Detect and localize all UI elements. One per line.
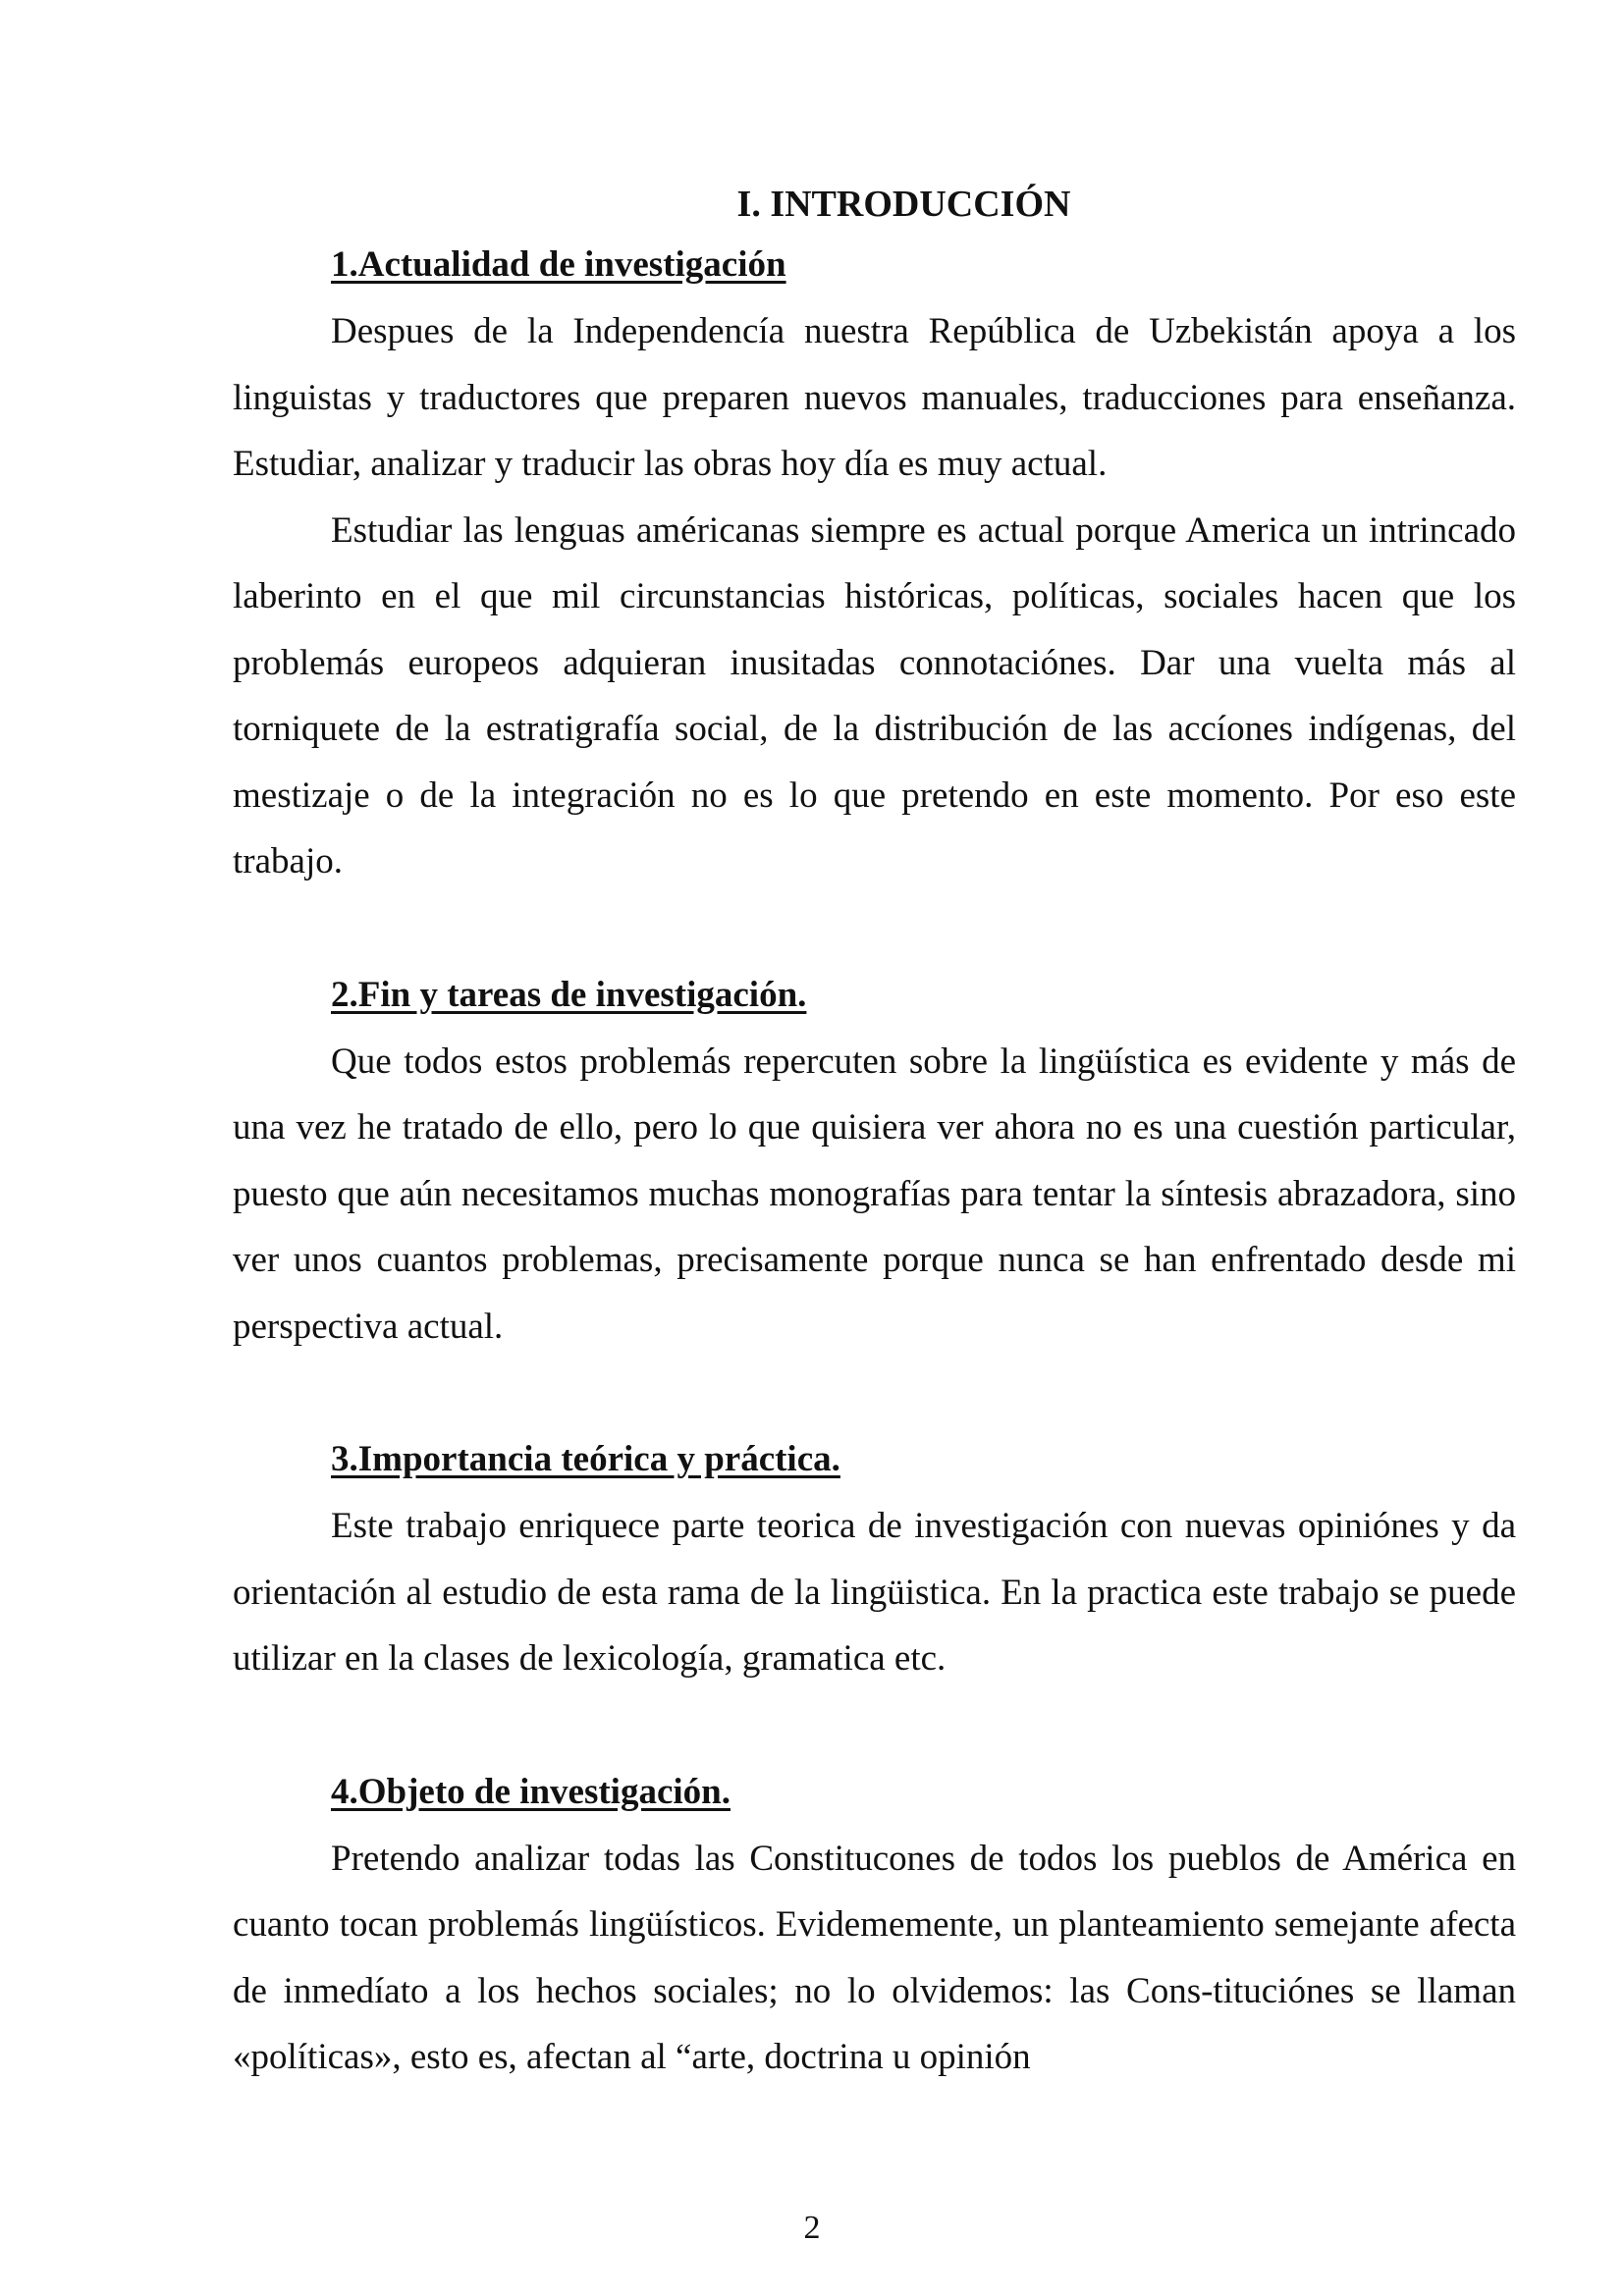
section-heading xyxy=(233,1426,1516,1493)
page-number: 2 xyxy=(803,2210,821,2246)
section-importancia xyxy=(233,1426,1516,1692)
section-heading-text: 4.Objeto de investigación. xyxy=(331,1771,731,1812)
page-title: I. INTRODUCCIÓN xyxy=(736,184,1071,225)
section-spacer xyxy=(233,895,1516,962)
paragraph: Que todos estos problemás repercuten sobre la lingüística es evidente y más de una vez he tratado de ello, pero lo que quisiera ver ahora no es una cuestión particular, puesto que aún necesitamos muchas monografías para tentar la síntesis abrazadora, sino ver unos cuantos problemas, precisamente porque nunca se han enfrentado desde mi perspectiva actual. xyxy=(233,1041,1516,1347)
section-heading xyxy=(233,1759,1516,1826)
section-objeto xyxy=(233,1759,1516,2091)
section-actualidad xyxy=(233,232,1516,895)
section-heading-text: 1.Actualidad de investigación xyxy=(331,244,786,285)
paragraph: Pretendo analizar todas las Constitucones de todos los pueblos de América en cuanto tocan problemás lingüísticos. Evidememente, un planteamiento semejante afecta de inmedíato a los hechos sociales; no lo olvidemos: las Cons-tituciónes se llaman «políticas», esto es, afectan al “arte, doctrina u opinión xyxy=(233,1838,1516,2077)
section-spacer xyxy=(233,1360,1516,1426)
paragraph: Este trabajo enriquece parte teorica de investigación con nuevas opiniónes y da orientación al estudio de esta rama de la lingüistica. En la practica este trabajo se puede utilizar en la clases de lexicología, gramatica etc. xyxy=(233,1506,1516,1679)
page-body xyxy=(233,177,1516,2091)
section-heading-text: 3.Importancia teórica y práctica. xyxy=(331,1439,840,1479)
paragraph: Despues de la Independencía nuestra República de Uzbekistán apoya a los linguistas y traductores que preparen nuevos manuales, traducciones para enseñanza. Estudiar, analizar y traducir las obras hoy día es muy actual. xyxy=(233,311,1516,484)
section-fin-tareas xyxy=(233,962,1516,1361)
section-heading xyxy=(233,232,1516,298)
section-heading-text: 2.Fin y tareas de investigación. xyxy=(331,974,807,1015)
section-heading xyxy=(233,962,1516,1029)
paragraph: Estudiar las lenguas américanas siempre es actual porque America un intrincado laberinto en el que mil circunstancias históricas, políticas, sociales hacen que los problemás europeos adquieran inusitadas connotaciónes. Dar una vuelta más al torniquete de la estratigrafía social, de la distribución de las accíones indígenas, del mestizaje o de la integración no es lo que pretendo en este momento. Por eso este trabajo. xyxy=(233,509,1516,881)
section-spacer xyxy=(233,1692,1516,1759)
